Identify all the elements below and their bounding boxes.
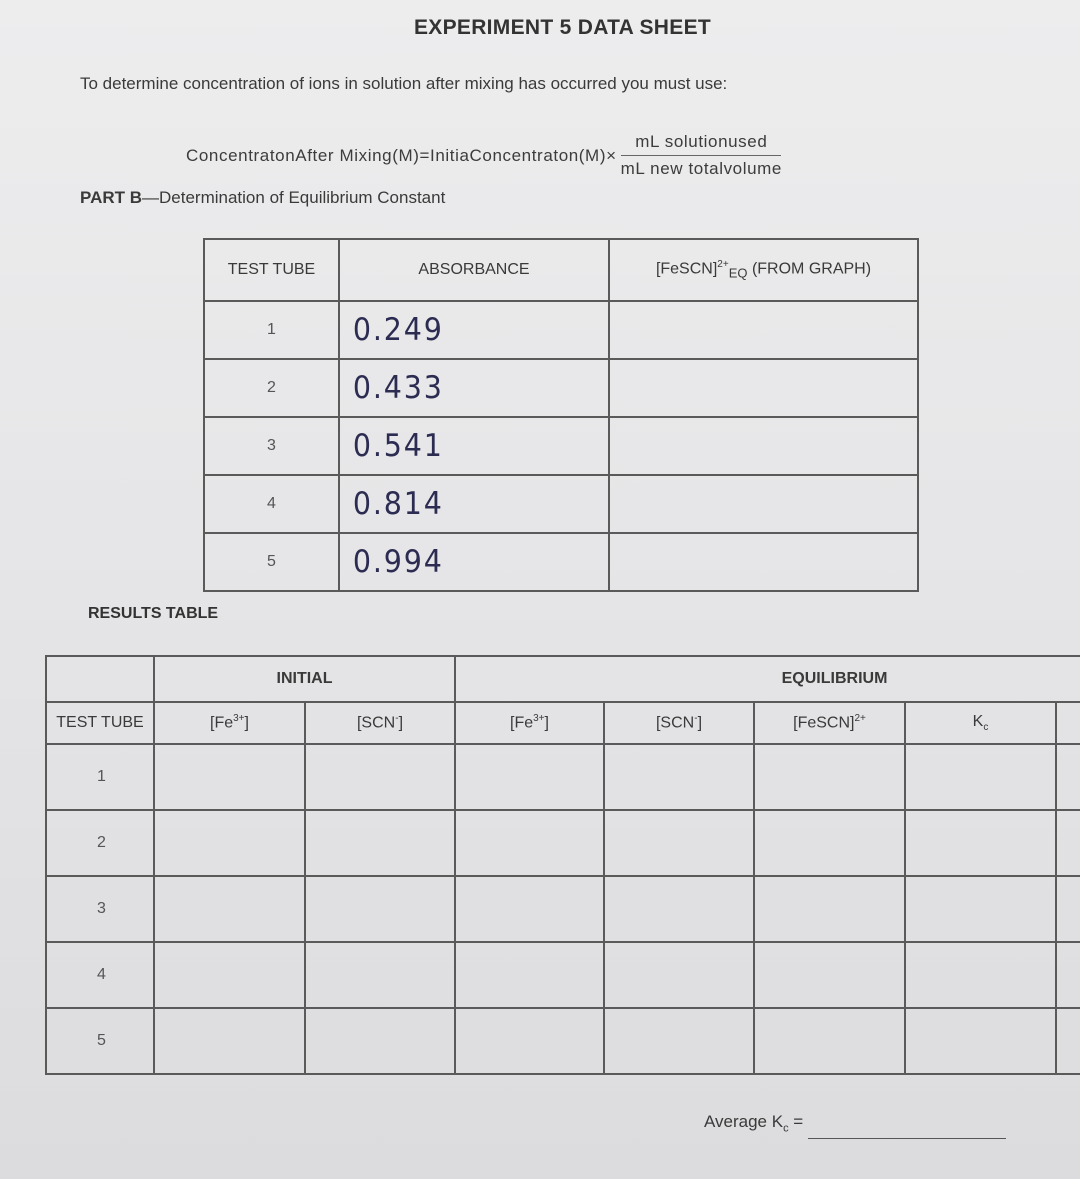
header-absorbance: ABSORBANCE	[339, 239, 609, 301]
results-cell[interactable]	[455, 744, 604, 810]
fescn-eq-cell[interactable]	[609, 475, 918, 533]
absorbance-cell[interactable]	[339, 417, 609, 475]
absorbance-value: 0.541	[352, 428, 444, 464]
results-cell[interactable]	[905, 1008, 1056, 1074]
results-cell[interactable]	[154, 744, 305, 810]
tube-number: 4	[204, 475, 339, 533]
absorbance-cell[interactable]	[339, 301, 609, 359]
tube-number: 1	[204, 301, 339, 359]
results-cell[interactable]	[754, 744, 905, 810]
results-cell[interactable]	[305, 810, 455, 876]
results-group-row	[46, 656, 1080, 702]
header-fescn-sup: 2+	[717, 259, 729, 271]
absorbance-cell[interactable]	[339, 359, 609, 417]
average-kc-label	[704, 1112, 803, 1134]
absorbance-row	[204, 417, 918, 475]
col-fe-initial-text: [Fe	[210, 714, 234, 732]
fescn-eq-cell[interactable]	[609, 359, 918, 417]
fescn-eq-cell[interactable]	[609, 533, 918, 591]
average-kc-blank[interactable]	[808, 1138, 1006, 1139]
results-cell[interactable]	[305, 942, 455, 1008]
col-fescn-eq-text: [FeSCN]	[793, 714, 855, 732]
part-b-label: PART B	[80, 188, 143, 207]
fescn-eq-cell[interactable]	[609, 417, 918, 475]
page-title: EXPERIMENT 5 DATA SHEET	[413, 16, 712, 39]
col-fe-eq: $[Fe^{3+}]$	[455, 702, 604, 744]
col-test-tube: TEST TUBE	[46, 702, 154, 744]
results-cell[interactable]	[455, 1008, 604, 1074]
col-fe-initial: $[Fe^{3+}]$	[154, 702, 305, 744]
results-cell[interactable]	[754, 942, 905, 1008]
absorbance-value: 0.433	[352, 370, 444, 406]
results-cell[interactable]	[754, 1008, 905, 1074]
formula-fraction	[621, 132, 782, 179]
absorbance-value: 0.249	[352, 312, 444, 348]
results-cell[interactable]	[905, 876, 1056, 942]
absorbance-row	[204, 533, 918, 591]
results-cell[interactable]	[905, 744, 1056, 810]
results-cell[interactable]	[754, 876, 905, 942]
results-cell[interactable]	[604, 876, 754, 942]
results-row	[46, 744, 1080, 810]
col-kc-text: K	[972, 712, 984, 730]
results-cell[interactable]	[1056, 744, 1080, 810]
col-fe-initial-sup: 3+	[233, 713, 245, 725]
absorbance-table	[203, 238, 919, 592]
results-cell[interactable]	[154, 942, 305, 1008]
results-row	[46, 1008, 1080, 1074]
results-cell[interactable]	[1056, 1008, 1080, 1074]
part-b-heading	[80, 188, 445, 208]
col-kc-sub: c	[983, 722, 989, 734]
results-cell[interactable]	[604, 1008, 754, 1074]
header-test-tube: TEST TUBE	[204, 239, 339, 301]
absorbance-header-row	[204, 239, 918, 301]
formula-numerator: mL solutionused	[621, 132, 781, 156]
formula-denominator: mL new totalvolume	[620, 159, 782, 178]
col-fescn-eq	[754, 702, 905, 744]
formula-lhs: ConcentratonAfter Mixing(M)=InitiaConcentraton(M)×	[186, 145, 617, 165]
results-cell[interactable]	[604, 744, 754, 810]
header-fescn-eq	[609, 239, 918, 301]
results-header-row	[46, 702, 1080, 744]
results-cell[interactable]	[604, 942, 754, 1008]
col-fescn-eq-sup: 2+	[854, 713, 866, 725]
average-kc-sub: c	[783, 1122, 789, 1135]
initial-group-header: INITIAL	[154, 656, 455, 702]
results-cell[interactable]	[604, 810, 754, 876]
col-scn-eq: [SCN-]	[604, 702, 754, 744]
results-row	[46, 810, 1080, 876]
results-table	[45, 655, 1080, 1075]
col-scn-initial-sup: -	[395, 713, 399, 725]
results-cell[interactable]	[754, 810, 905, 876]
absorbance-row	[204, 475, 918, 533]
header-fescn-main: [FeSCN]	[655, 260, 718, 278]
results-cell[interactable]	[455, 876, 604, 942]
results-tube-number: 3	[46, 876, 154, 942]
col-scn-initial-text: [SCN	[356, 714, 396, 732]
results-cell[interactable]	[905, 942, 1056, 1008]
tube-number: 2	[204, 359, 339, 417]
absorbance-row	[204, 301, 918, 359]
results-cell[interactable]	[1056, 942, 1080, 1008]
results-cell[interactable]	[1056, 876, 1080, 942]
intro-text: To determine concentration of ions in solution after mixing has occurred you must use:	[80, 74, 728, 93]
results-cell[interactable]	[455, 942, 604, 1008]
equilibrium-group-header: EQUILIBRIUM	[455, 656, 1080, 702]
fescn-eq-cell[interactable]	[609, 301, 918, 359]
absorbance-row	[204, 359, 918, 417]
results-tube-number: 5	[46, 1008, 154, 1074]
results-cell[interactable]	[154, 876, 305, 942]
absorbance-value: 0.814	[352, 486, 444, 522]
col-fe-eq-text: [Fe	[510, 714, 534, 732]
results-cell[interactable]	[305, 1008, 455, 1074]
concentration-formula	[186, 132, 782, 179]
results-table-label: RESULTS TABLE	[88, 605, 219, 622]
absorbance-value: 0.994	[352, 544, 444, 580]
header-fescn-sub: EQ	[728, 265, 748, 281]
results-cell[interactable]	[305, 744, 455, 810]
tube-number: 5	[204, 533, 339, 591]
results-cell[interactable]	[305, 876, 455, 942]
col-scn-eq-sup: -	[694, 713, 698, 725]
average-kc-equals: =	[788, 1112, 804, 1131]
col-fe-eq-sup: 3+	[533, 713, 545, 725]
results-cell[interactable]	[154, 1008, 305, 1074]
results-tube-number: 1	[46, 744, 154, 810]
header-fescn-tail: (FROM GRAPH)	[751, 260, 872, 278]
average-kc-text: Average K	[704, 1112, 784, 1131]
tube-number: 3	[204, 417, 339, 475]
results-cell[interactable]	[905, 810, 1056, 876]
absorbance-cell[interactable]	[339, 533, 609, 591]
results-cell[interactable]	[1056, 810, 1080, 876]
part-b-dash: —	[142, 188, 160, 207]
results-corner-cell	[46, 656, 154, 702]
results-row	[46, 876, 1080, 942]
part-b-title: Determination of Equilibrium Constant	[159, 188, 446, 207]
col-scn-initial: [SCN-]	[305, 702, 455, 744]
col-kc	[905, 702, 1056, 744]
results-tube-number: 4	[46, 942, 154, 1008]
results-cell[interactable]	[455, 810, 604, 876]
results-row	[46, 942, 1080, 1008]
results-tube-number: 2	[46, 810, 154, 876]
absorbance-cell[interactable]	[339, 475, 609, 533]
col-scn-eq-text: [SCN	[655, 714, 695, 732]
results-cell[interactable]	[154, 810, 305, 876]
